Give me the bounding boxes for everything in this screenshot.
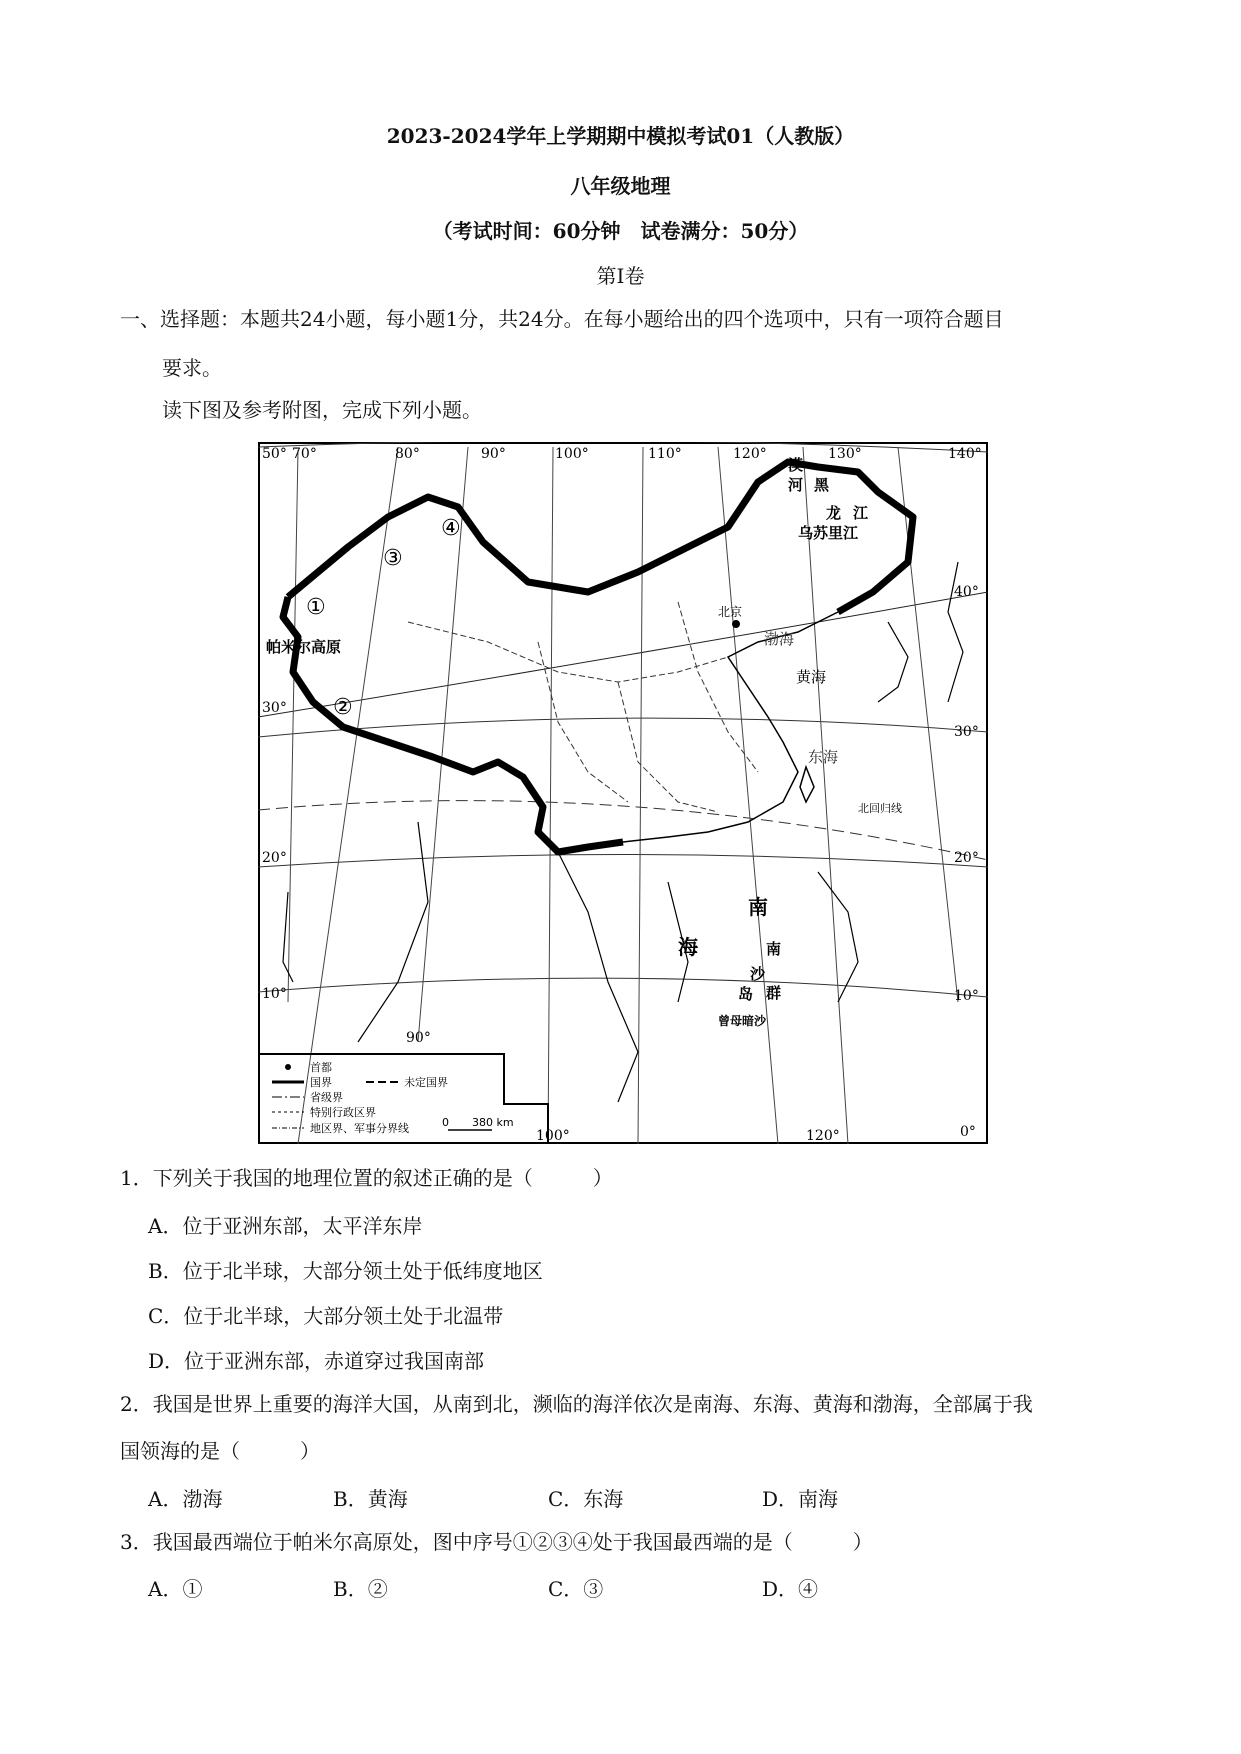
label-heilong-1: 黑 — [814, 476, 830, 494]
question-2-option-c: C．东海 — [548, 1487, 624, 1511]
question-3-option-b: B．② — [333, 1577, 388, 1601]
marker-3: ③ — [383, 546, 403, 571]
label-nan: 南 — [748, 895, 768, 919]
label-bohai: 渤海 — [764, 630, 795, 648]
question-3-stem: 3．我国最西端位于帕米尔高原处，图中序号①②③④处于我国最西端的是（ ） — [120, 1530, 873, 1554]
question-1-option-d: D．位于亚洲东部，赤道穿过我国南部 — [148, 1349, 485, 1373]
label-huanghai: 黄海 — [796, 668, 827, 686]
section-heading-cont: 要求。 — [162, 356, 222, 380]
exam-title: 2023-2024学年上学期期中模拟考试01（人教版） — [386, 124, 855, 148]
lat-label-right-20: 20° — [954, 850, 979, 866]
question-1-option-c: C．位于北半球，大部分领土处于北温带 — [148, 1304, 504, 1328]
label-donghai: 东海 — [808, 748, 839, 766]
question-2-option-b: B．黄海 — [333, 1487, 408, 1511]
lon-label-120: 120° — [733, 446, 767, 462]
lon-label-50: 50° — [262, 446, 287, 462]
lon-label-80: 80° — [395, 446, 420, 462]
legend-scale-value: 380 km — [472, 1116, 514, 1129]
map-instruction: 读下图及参考附图，完成下列小题。 — [162, 398, 482, 422]
question-3-option-a: A．① — [148, 1577, 203, 1601]
lon-label-bottom-120: 120° — [806, 1128, 840, 1144]
lat-label-left-20: 20° — [262, 850, 287, 866]
label-wusuli: 乌苏里江 — [798, 524, 859, 542]
question-1-option-b: B．位于北半球，大部分领土处于低纬度地区 — [148, 1259, 543, 1283]
legend-undetermined-border: 未定国界 — [404, 1076, 448, 1089]
legend-capital: 首都 — [310, 1061, 332, 1074]
lon-label-90: 90° — [481, 446, 506, 462]
question-1-option-a: A．位于亚洲东部，太平洋东岸 — [148, 1214, 423, 1238]
lat-label-right-40: 40° — [954, 584, 979, 600]
legend-provincial-border: 省级界 — [310, 1091, 343, 1104]
legend-region-border: 地区界、军事分界线 — [310, 1122, 409, 1135]
section-heading: 一、选择题：本题共24小题，每小题1分，共24分。在每小题给出的四个选项中，只有一项符合题目 — [120, 307, 1004, 331]
marker-1: ① — [306, 595, 326, 620]
lon-label-bottom-90: 90° — [406, 1030, 431, 1046]
label-nansha-2: 沙 — [750, 965, 766, 983]
lon-label-70: 70° — [292, 446, 317, 462]
question-2-option-d: D．南海 — [762, 1487, 839, 1511]
label-nansha-1: 南 — [766, 940, 782, 958]
label-nansha-4: 岛 — [738, 985, 754, 1003]
question-2-stem-cont: 国领海的是（ ） — [120, 1439, 320, 1463]
lon-label-110: 110° — [648, 446, 682, 462]
label-jiang: 江 — [853, 504, 869, 522]
question-1-stem: 1．下列关于我国的地理位置的叙述正确的是（ ） — [120, 1166, 613, 1190]
question-2-option-a: A．渤海 — [148, 1487, 223, 1511]
question-2-stem: 2．我国是世界上重要的海洋大国，从南到北，濒临的海洋依次是南海、东海、黄海和渤海，全部属于我 — [120, 1392, 1033, 1416]
lat-label-right-30: 30° — [954, 724, 979, 740]
label-nansha-3: 群 — [766, 984, 782, 1002]
lat-label-left-10: 10° — [262, 986, 287, 1002]
lon-label-140: 140° — [948, 446, 982, 462]
lat-label-right-10: 10° — [954, 988, 979, 1004]
exam-subject: 八年级地理 — [570, 174, 671, 198]
label-hai: 海 — [678, 935, 698, 959]
china-map — [258, 442, 988, 1144]
marker-4: ④ — [441, 516, 461, 541]
volume-label: 第Ⅰ卷 — [596, 264, 645, 288]
label-mohe-2: 河 — [788, 476, 804, 494]
marker-2: ② — [333, 695, 353, 720]
lat-label-right-0: 0° — [960, 1124, 976, 1140]
label-tropic: 北回归线 — [858, 802, 902, 815]
label-beijing: 北京 — [718, 605, 743, 619]
label-mohe: 漠 — [788, 456, 804, 474]
legend-scale-zero: 0 — [442, 1116, 449, 1129]
label-heilong-2: 龙 — [826, 504, 842, 522]
lon-label-130: 130° — [828, 446, 862, 462]
label-pamir: 帕米尔高原 — [266, 638, 342, 656]
legend-sar-border: 特别行政区界 — [310, 1106, 376, 1119]
lon-label-100: 100° — [555, 446, 589, 462]
exam-info: （考试时间：60分钟 试卷满分：50分） — [432, 219, 809, 243]
label-zengmu: 曾母暗沙 — [718, 1014, 767, 1028]
lon-label-bottom-100: 100° — [536, 1128, 570, 1144]
question-3-option-c: C．③ — [548, 1577, 604, 1601]
legend-national-border: 国界 — [310, 1076, 332, 1089]
lat-label-left-30: 30° — [262, 700, 287, 716]
question-3-option-d: D．④ — [762, 1577, 819, 1601]
